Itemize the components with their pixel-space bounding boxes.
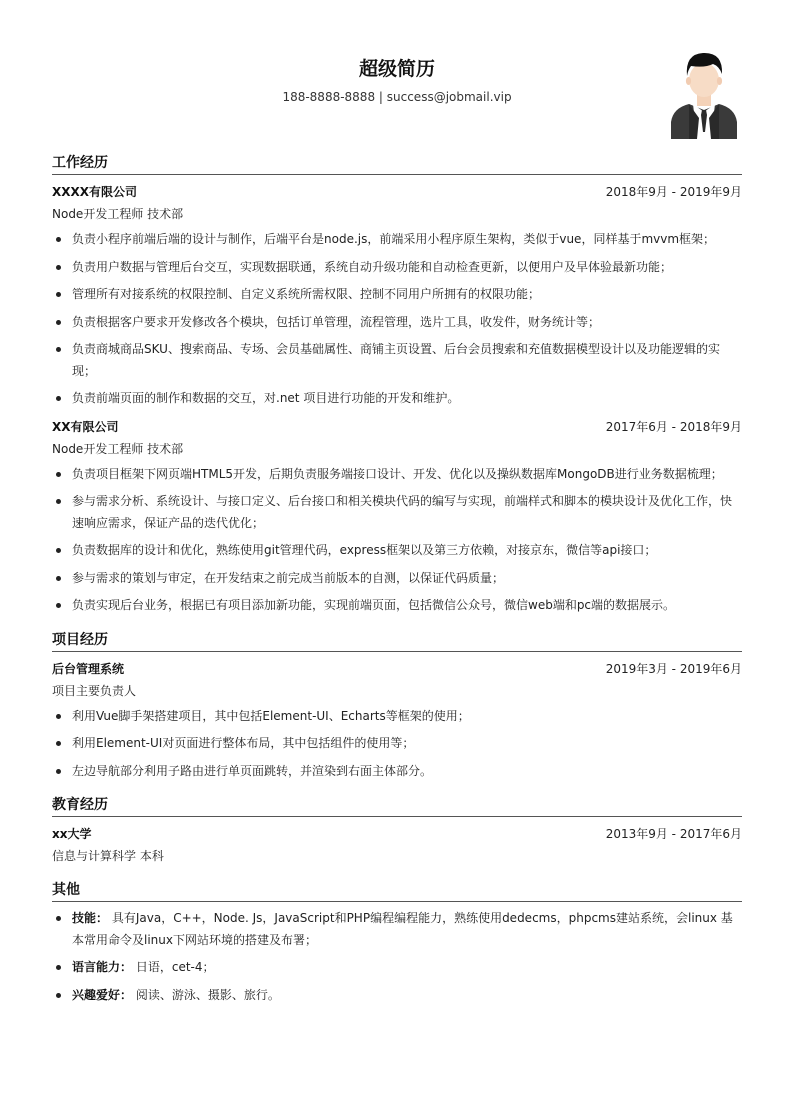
list-item: 负责前端页面的制作和数据的交互，对.net 项目进行功能的开发和维护。 <box>52 388 742 410</box>
project-detail-list <box>52 706 742 783</box>
list-item: 利用Element-UI对页面进行整体布局，其中包括组件的使用等； <box>52 733 742 755</box>
skills-item <box>52 908 742 951</box>
hobbies-label: 兴趣爱好： <box>72 987 133 1002</box>
list-item: 负责项目框架下网页端HTML5开发，后期负责服务端接口设计、开发、优化以及操纵数据库MongoDB进行业务数据梳理； <box>52 464 742 486</box>
list-item: 参与需求分析、系统设计、与接口定义、后台接口和相关模块代码的编写与实现，前端样式和脚本的模块设计及优化工作，快速响应需求，保证产品的迭代优化； <box>52 491 742 534</box>
job-role: Node开发工程师 技术部 <box>52 441 184 456</box>
hobbies-item <box>52 985 742 1007</box>
skills-text: 具有Java，C++，Node. Js，JavaScript和PHP编程编程能力，熟练使用dedecms，phpcms建站系统，会linux 基本常用命令及linux下网站环境的搭建及布署； <box>72 911 733 947</box>
list-item: 负责商城商品SKU、搜索商品、专场、会员基础属性、商铺主页设置、后台会员搜索和充值数据模型设计以及功能逻辑的实现； <box>52 339 742 382</box>
resume-header <box>52 0 742 148</box>
section-title-project: 项目经历 <box>52 629 742 652</box>
employment-dates: 2018年9月 - 2019年9月 <box>605 185 742 199</box>
list-item: 负责小程序前端后端的设计与制作，后端平台是node.js，前端采用小程序原生架构，类似于vue，同样基于mvvm框架； <box>52 229 742 251</box>
project-entry <box>52 658 742 783</box>
project-dates: 2019年3月 - 2019年6月 <box>605 661 742 676</box>
contact-info: 188-8888-8888 | success@jobmail.vip <box>282 90 512 104</box>
section-title-education: 教育经历 <box>52 794 742 817</box>
resume-document <box>52 0 742 1012</box>
list-item: 参与需求的策划与审定，在开发结束之前完成当前版本的自测，以保证代码质量； <box>52 568 742 590</box>
list-item: 左边导航部分利用子路由进行单页面跳转，并渲染到右面主体部分。 <box>52 761 742 783</box>
work-entry <box>52 181 742 410</box>
list-item: 负责根据客户要求开发修改各个模块，包括订单管理，流程管理，选片工具，收发件，财务统计等； <box>52 312 742 334</box>
candidate-name: 超级简历 <box>358 58 435 80</box>
company-name: XX有限公司 <box>52 419 119 434</box>
language-item <box>52 957 742 979</box>
school-name: xx大学 <box>52 827 92 841</box>
other-list <box>52 908 742 1006</box>
list-item: 利用Vue脚手架搭建项目，其中包括Element-UI、Echarts等框架的使用； <box>52 706 742 728</box>
section-other <box>52 879 742 1006</box>
section-title-work: 工作经历 <box>52 152 742 175</box>
skills-label: 技能： <box>72 911 109 925</box>
major-degree: 信息与计算科学 本科 <box>52 849 164 863</box>
section-education <box>52 794 742 867</box>
section-title-other: 其他 <box>52 879 742 902</box>
project-name: 后台管理系统 <box>52 661 125 676</box>
hobbies-text: 阅读、游泳、摄影、旅行。 <box>135 987 280 1002</box>
section-work-experience <box>52 152 742 617</box>
list-item: 负责用户数据与管理后台交互，实现数据联通，系统自动升级功能和自动检查更新，以便用户及早体验最新功能； <box>52 257 742 279</box>
employment-dates: 2017年6月 - 2018年9月 <box>605 419 742 434</box>
language-label: 语言能力： <box>72 960 133 974</box>
education-entry <box>52 823 742 867</box>
list-item: 负责实现后台业务，根据已有项目添加新功能，实现前端页面，包括微信公众号，微信web端和pc端的数据展示。 <box>52 595 742 617</box>
project-role: 项目主要负责人 <box>52 683 137 698</box>
work-entry <box>52 416 742 617</box>
list-item: 负责数据库的设计和优化，熟练使用git管理代码，express框架以及第三方依赖，对接京东，微信等api接口； <box>52 540 742 562</box>
language-text: 日语，cet-4； <box>135 960 215 974</box>
job-role: Node开发工程师 技术部 <box>52 207 184 221</box>
education-dates: 2013年9月 - 2017年6月 <box>605 827 742 841</box>
company-name: XXXX有限公司 <box>52 185 138 199</box>
section-project-experience <box>52 629 742 783</box>
responsibility-list <box>52 229 742 410</box>
avatar <box>669 44 739 139</box>
responsibility-list <box>52 464 742 617</box>
list-item: 管理所有对接系统的权限控制、自定义系统所需权限、控制不同用户所拥有的权限功能； <box>52 284 742 306</box>
